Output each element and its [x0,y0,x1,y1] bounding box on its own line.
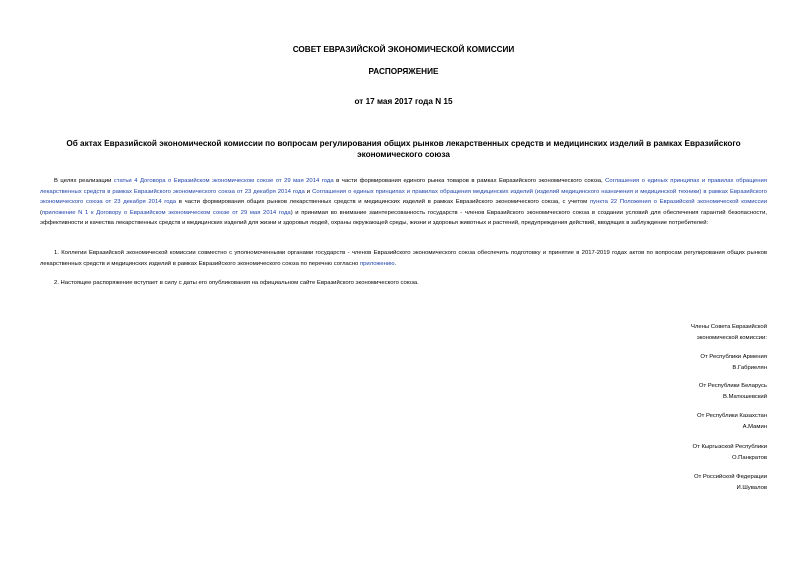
preamble-text-2: в части формирования единого рынка товаров в рамках Евразийского экономического союза, [333,178,606,184]
date-line: от 17 мая 2017 года N 15 [354,97,453,106]
link-medical-devices-agreement[interactable]: Соглашения о единых принципах и правилах обращения медицинских изделий (изделий медицинского назначения и медицинской техники) в рамках Евразийского экономического союза от 23 декабря 2014 года [40,188,767,206]
link-commission-regulation-p22[interactable]: пункта 22 Положения о Евразийской экономической комиссии [589,199,768,206]
signature-name: А.Мамин [742,423,767,430]
signature-block [547,411,767,432]
signature-name: И.Шувалов [736,484,767,491]
signature-block [547,352,767,373]
signature-country: От Республики Казахстан [697,413,767,419]
doc-type-heading: РАСПОРЯЖЕНИЕ [368,67,439,76]
signatures-intro-line-2: экономической комиссии: [696,334,767,341]
signature-country: От Республики Армения [700,354,767,360]
link-treaty-annex-1[interactable]: приложение N 1 к Договору о Евразийском экономическом союзе от 29 мая 2014 года [41,209,291,216]
preamble-text-3: и [304,188,313,195]
preamble-text-6: ) и принимая во внимание заинтересованность государств - членов Евразийского экономического союза в создании условий для обеспечения гарантий безопасности, эффективности и качества лекарственных средств и медицинских изделий для жизни и здоровья людей, охраны окружающей среды, жизни и здоровья животных и растений, предупреждения действий, вводящих в заблуждение потребителей: [40,209,768,227]
signature-name: О.Панкратов [731,454,767,461]
signature-country: От Российской Федерации [694,474,767,480]
signature-name: В.Габриелян [732,364,767,371]
signature-block [547,472,767,493]
preamble-text-1: В целях реализации [54,178,114,184]
item-2-paragraph: 2. Настоящее распоряжение вступает в силу с даты его опубликования на официальном сайте Евразийского экономического союза. [54,280,419,286]
signature-block [547,442,767,463]
signature-country: От Кыргызской Республики [692,444,767,450]
item-1-text-end: . [394,260,397,267]
signature-country: От Республики Беларусь [698,383,767,389]
preamble-text-4: в части формирования общих рынков лекарственных средств и медицинских изделий в рамках Евразийского экономического союза, с учетом [176,199,590,206]
link-medicines-agreement[interactable]: Соглашения о единых принципах и правилах обращения лекарственных средств в рамках Евразийского экономического союза от 23 декабря 2014 года [40,178,767,195]
preamble-paragraph [40,176,767,229]
item-1-text: 1. Коллегии Евразийской экономической комиссии совместно с уполномоченными органами государств - членов Евразийского экономического союза обеспечить подготовку и принятие в 2017-2019 годах актов по вопросам регулирования общих рынков лекарственных средств и медицинских изделий в рамках Евразийского экономического союза по перечню согласно [40,250,767,267]
signatures-intro-line-1: Члены Совета Евразийской [691,324,767,330]
council-heading: СОВЕТ ЕВРАЗИЙСКОЙ ЭКОНОМИЧЕСКОЙ КОМИССИИ [292,45,515,54]
signature-block [547,381,767,402]
item-1-paragraph [40,248,767,269]
link-appendix[interactable]: приложению [359,260,395,267]
signatures-intro [547,322,767,343]
document-title: Об актах Евразийской экономической комиссии по вопросам регулирования общих рынков лекарственных средств и медицинских изделий в рамках Евразийского экономического союза [66,139,741,159]
link-treaty-article-4[interactable]: статьи 4 Договора о Евразийском экономическом союзе от 29 мая 2014 года [113,178,334,184]
preamble-text-5: ( [40,209,42,216]
signature-name: В.Матюшевский [723,393,767,400]
